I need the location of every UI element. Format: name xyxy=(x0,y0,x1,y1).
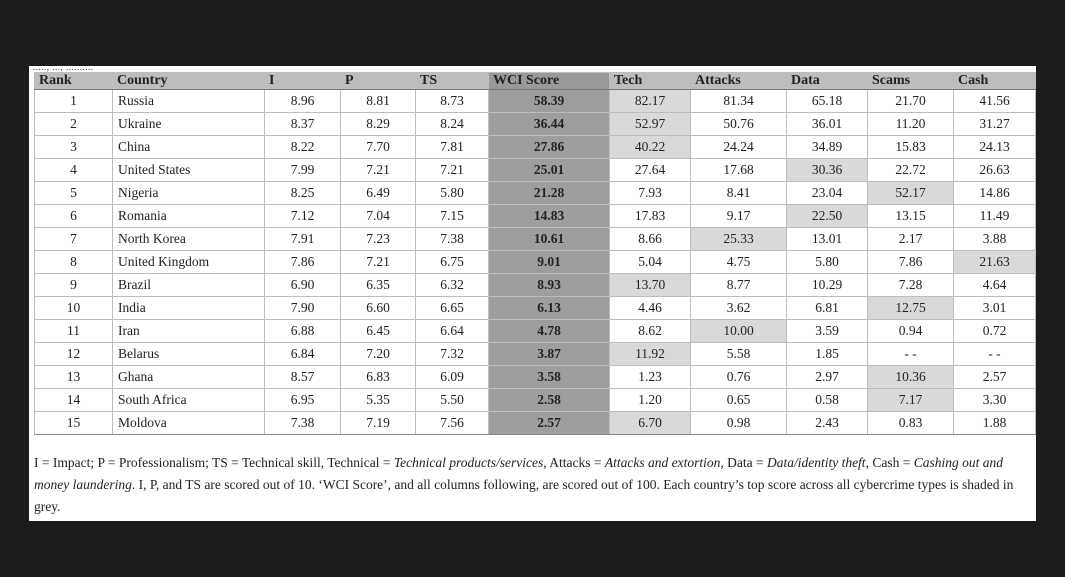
table-row xyxy=(35,113,1036,136)
cell-p: 6.60 xyxy=(341,297,416,320)
cell-country: India xyxy=(113,297,265,320)
cell-rank: 11 xyxy=(35,320,113,343)
table-row xyxy=(35,228,1036,251)
col-header-attacks: Attacks xyxy=(691,73,787,90)
cell-attacks: 9.17 xyxy=(691,205,787,228)
cell-rank: 3 xyxy=(35,136,113,159)
cell-data: 23.04 xyxy=(787,182,868,205)
cell-wci: 27.86 xyxy=(489,136,610,159)
cell-data: 36.01 xyxy=(787,113,868,136)
cell-wci: 6.13 xyxy=(489,297,610,320)
cell-attacks: 24.24 xyxy=(691,136,787,159)
cell-country: United Kingdom xyxy=(113,251,265,274)
cell-i: 8.57 xyxy=(265,366,341,389)
table-row xyxy=(35,320,1036,343)
cell-data: 5.80 xyxy=(787,251,868,274)
cell-wci: 36.44 xyxy=(489,113,610,136)
table-row xyxy=(35,412,1036,435)
cell-rank: 6 xyxy=(35,205,113,228)
cell-rank: 10 xyxy=(35,297,113,320)
footnote-italic-tech: Technical products/services xyxy=(393,455,544,470)
cell-ts: 6.75 xyxy=(416,251,489,274)
table-header-row xyxy=(35,73,1036,90)
cell-data: 34.89 xyxy=(787,136,868,159)
cell-attacks: 4.75 xyxy=(691,251,787,274)
cell-ts: 6.09 xyxy=(416,366,489,389)
cell-tech: 1.23 xyxy=(610,366,691,389)
cell-cash: 41.56 xyxy=(954,90,1036,113)
cell-data: 6.81 xyxy=(787,297,868,320)
table-row xyxy=(35,297,1036,320)
cell-rank: 4 xyxy=(35,159,113,182)
cell-attacks: 3.62 xyxy=(691,297,787,320)
cell-cash: 21.63 xyxy=(954,251,1036,274)
cell-attacks: 10.00 xyxy=(691,320,787,343)
cell-tech: 4.46 xyxy=(610,297,691,320)
cell-scams: 7.86 xyxy=(868,251,954,274)
cell-scams: 2.17 xyxy=(868,228,954,251)
footnote-text: . I, P, and TS are scored out of 10. ‘WCI Score’, and all columns following, are scored out of 100. Each country’s top score across all cybercrime types is shaded in grey. xyxy=(34,477,1014,514)
cell-ts: 7.81 xyxy=(416,136,489,159)
cell-cash: 31.27 xyxy=(954,113,1036,136)
table-row xyxy=(35,90,1036,113)
cell-tech: 27.64 xyxy=(610,159,691,182)
cell-cash: 3.30 xyxy=(954,389,1036,412)
cell-attacks: 0.76 xyxy=(691,366,787,389)
cell-tech: 82.17 xyxy=(610,90,691,113)
cell-data: 13.01 xyxy=(787,228,868,251)
cell-i: 8.25 xyxy=(265,182,341,205)
footnote-text: , Data = xyxy=(720,455,767,470)
cell-data: 30.36 xyxy=(787,159,868,182)
cell-tech: 52.97 xyxy=(610,113,691,136)
cell-i: 7.12 xyxy=(265,205,341,228)
cell-ts: 6.32 xyxy=(416,274,489,297)
cell-data: 3.59 xyxy=(787,320,868,343)
cell-p: 8.81 xyxy=(341,90,416,113)
cell-attacks: 25.33 xyxy=(691,228,787,251)
cell-cash: 24.13 xyxy=(954,136,1036,159)
table-row xyxy=(35,159,1036,182)
cell-ts: 6.65 xyxy=(416,297,489,320)
cell-i: 7.99 xyxy=(265,159,341,182)
cell-wci: 2.58 xyxy=(489,389,610,412)
cell-p: 7.70 xyxy=(341,136,416,159)
cell-wci: 4.78 xyxy=(489,320,610,343)
cell-rank: 14 xyxy=(35,389,113,412)
cell-p: 7.23 xyxy=(341,228,416,251)
cell-scams: 7.17 xyxy=(868,389,954,412)
cell-ts: 7.15 xyxy=(416,205,489,228)
cell-scams: 11.20 xyxy=(868,113,954,136)
cell-tech: 8.62 xyxy=(610,320,691,343)
cell-data: 1.85 xyxy=(787,343,868,366)
cell-tech: 6.70 xyxy=(610,412,691,435)
cell-cash: 1.88 xyxy=(954,412,1036,435)
cell-wci: 25.01 xyxy=(489,159,610,182)
cell-scams: 21.70 xyxy=(868,90,954,113)
col-header-rank: Rank xyxy=(35,73,113,90)
cell-rank: 5 xyxy=(35,182,113,205)
table-row xyxy=(35,389,1036,412)
cell-country: Belarus xyxy=(113,343,265,366)
document-page xyxy=(29,66,1036,521)
cell-i: 7.38 xyxy=(265,412,341,435)
table-row xyxy=(35,343,1036,366)
table-row xyxy=(35,251,1036,274)
col-header-country: Country xyxy=(113,73,265,90)
cell-ts: 5.80 xyxy=(416,182,489,205)
cell-country: Ghana xyxy=(113,366,265,389)
cell-attacks: 81.34 xyxy=(691,90,787,113)
table-footnote xyxy=(34,452,1029,518)
cell-wci: 2.57 xyxy=(489,412,610,435)
wci-table xyxy=(34,72,1036,435)
footnote-text: , Attacks = xyxy=(543,455,605,470)
cell-attacks: 5.58 xyxy=(691,343,787,366)
col-header-data: Data xyxy=(787,73,868,90)
footnote-italic-cash: Cashing out and money laundering xyxy=(34,455,1003,492)
cell-wci: 21.28 xyxy=(489,182,610,205)
cell-rank: 7 xyxy=(35,228,113,251)
cell-cash: 4.64 xyxy=(954,274,1036,297)
col-header-cash: Cash xyxy=(954,73,1036,90)
cell-data: 2.43 xyxy=(787,412,868,435)
cell-country: Nigeria xyxy=(113,182,265,205)
cell-p: 6.83 xyxy=(341,366,416,389)
footnote-text: I = Impact; P = Professionalism; TS = Technical skill, Technical = xyxy=(34,455,394,470)
cell-rank: 13 xyxy=(35,366,113,389)
cell-tech: 13.70 xyxy=(610,274,691,297)
cell-p: 7.21 xyxy=(341,251,416,274)
cell-data: 2.97 xyxy=(787,366,868,389)
table-row xyxy=(35,205,1036,228)
cell-attacks: 8.41 xyxy=(691,182,787,205)
cropped-header-text: ....., ..., .......... xyxy=(33,66,94,72)
cell-ts: 7.32 xyxy=(416,343,489,366)
cell-rank: 9 xyxy=(35,274,113,297)
cell-cash: 26.63 xyxy=(954,159,1036,182)
cell-tech: 8.66 xyxy=(610,228,691,251)
cell-wci: 8.93 xyxy=(489,274,610,297)
footnote-text: , Cash = xyxy=(865,455,914,470)
cell-i: 8.96 xyxy=(265,90,341,113)
cell-p: 7.20 xyxy=(341,343,416,366)
cell-country: Romania xyxy=(113,205,265,228)
cell-rank: 15 xyxy=(35,412,113,435)
cell-scams: 13.15 xyxy=(868,205,954,228)
cell-data: 65.18 xyxy=(787,90,868,113)
cell-ts: 8.73 xyxy=(416,90,489,113)
cell-i: 7.90 xyxy=(265,297,341,320)
cell-tech: 7.93 xyxy=(610,182,691,205)
cell-i: 6.95 xyxy=(265,389,341,412)
cell-scams: 10.36 xyxy=(868,366,954,389)
cell-i: 7.91 xyxy=(265,228,341,251)
cell-p: 7.04 xyxy=(341,205,416,228)
cell-ts: 7.56 xyxy=(416,412,489,435)
cell-cash: 2.57 xyxy=(954,366,1036,389)
cell-rank: 8 xyxy=(35,251,113,274)
col-header-scams: Scams xyxy=(868,73,954,90)
cell-scams: 0.83 xyxy=(868,412,954,435)
cell-cash: 3.01 xyxy=(954,297,1036,320)
cell-p: 5.35 xyxy=(341,389,416,412)
cell-i: 6.90 xyxy=(265,274,341,297)
cell-i: 6.84 xyxy=(265,343,341,366)
cell-tech: 40.22 xyxy=(610,136,691,159)
cell-p: 8.29 xyxy=(341,113,416,136)
footnote-italic-data: Data/identity theft xyxy=(766,455,866,470)
cell-cash: - - xyxy=(954,343,1036,366)
cell-attacks: 50.76 xyxy=(691,113,787,136)
cell-p: 6.49 xyxy=(341,182,416,205)
cell-p: 7.21 xyxy=(341,159,416,182)
cell-wci: 10.61 xyxy=(489,228,610,251)
cell-scams: 15.83 xyxy=(868,136,954,159)
cell-i: 8.37 xyxy=(265,113,341,136)
col-header-professionalism: P xyxy=(341,73,416,90)
cell-rank: 2 xyxy=(35,113,113,136)
col-header-tech: Tech xyxy=(610,73,691,90)
cell-cash: 3.88 xyxy=(954,228,1036,251)
cell-wci: 3.87 xyxy=(489,343,610,366)
cell-tech: 5.04 xyxy=(610,251,691,274)
cell-p: 6.35 xyxy=(341,274,416,297)
table-row xyxy=(35,182,1036,205)
col-header-impact: I xyxy=(265,73,341,90)
cell-tech: 1.20 xyxy=(610,389,691,412)
footnote-italic-attacks: Attacks and extortion xyxy=(604,455,721,470)
cell-attacks: 17.68 xyxy=(691,159,787,182)
cell-country: North Korea xyxy=(113,228,265,251)
cell-country: China xyxy=(113,136,265,159)
cell-country: Russia xyxy=(113,90,265,113)
cell-i: 8.22 xyxy=(265,136,341,159)
cell-tech: 17.83 xyxy=(610,205,691,228)
cell-data: 0.58 xyxy=(787,389,868,412)
cell-rank: 1 xyxy=(35,90,113,113)
table-row xyxy=(35,366,1036,389)
cell-ts: 6.64 xyxy=(416,320,489,343)
cell-scams: 12.75 xyxy=(868,297,954,320)
cell-cash: 0.72 xyxy=(954,320,1036,343)
cell-ts: 7.21 xyxy=(416,159,489,182)
cell-scams: 52.17 xyxy=(868,182,954,205)
cell-wci: 14.83 xyxy=(489,205,610,228)
cell-wci: 9.01 xyxy=(489,251,610,274)
table-row xyxy=(35,274,1036,297)
cell-scams: 7.28 xyxy=(868,274,954,297)
cell-country: South Africa xyxy=(113,389,265,412)
cell-attacks: 8.77 xyxy=(691,274,787,297)
table-row xyxy=(35,136,1036,159)
cell-i: 7.86 xyxy=(265,251,341,274)
cell-p: 6.45 xyxy=(341,320,416,343)
cell-country: Ukraine xyxy=(113,113,265,136)
cell-scams: 22.72 xyxy=(868,159,954,182)
cell-wci: 3.58 xyxy=(489,366,610,389)
cell-p: 7.19 xyxy=(341,412,416,435)
cell-wci: 58.39 xyxy=(489,90,610,113)
cell-rank: 12 xyxy=(35,343,113,366)
cell-country: United States xyxy=(113,159,265,182)
cell-ts: 7.38 xyxy=(416,228,489,251)
cell-country: Moldova xyxy=(113,412,265,435)
cell-attacks: 0.65 xyxy=(691,389,787,412)
cell-tech: 11.92 xyxy=(610,343,691,366)
cell-country: Brazil xyxy=(113,274,265,297)
cell-cash: 14.86 xyxy=(954,182,1036,205)
cell-i: 6.88 xyxy=(265,320,341,343)
cell-scams: 0.94 xyxy=(868,320,954,343)
cell-cash: 11.49 xyxy=(954,205,1036,228)
col-header-technical-skill: TS xyxy=(416,73,489,90)
cell-scams: - - xyxy=(868,343,954,366)
cell-ts: 5.50 xyxy=(416,389,489,412)
cell-data: 22.50 xyxy=(787,205,868,228)
cell-data: 10.29 xyxy=(787,274,868,297)
cell-country: Iran xyxy=(113,320,265,343)
cell-ts: 8.24 xyxy=(416,113,489,136)
col-header-wci-score: WCI Score xyxy=(489,73,610,90)
cell-attacks: 0.98 xyxy=(691,412,787,435)
